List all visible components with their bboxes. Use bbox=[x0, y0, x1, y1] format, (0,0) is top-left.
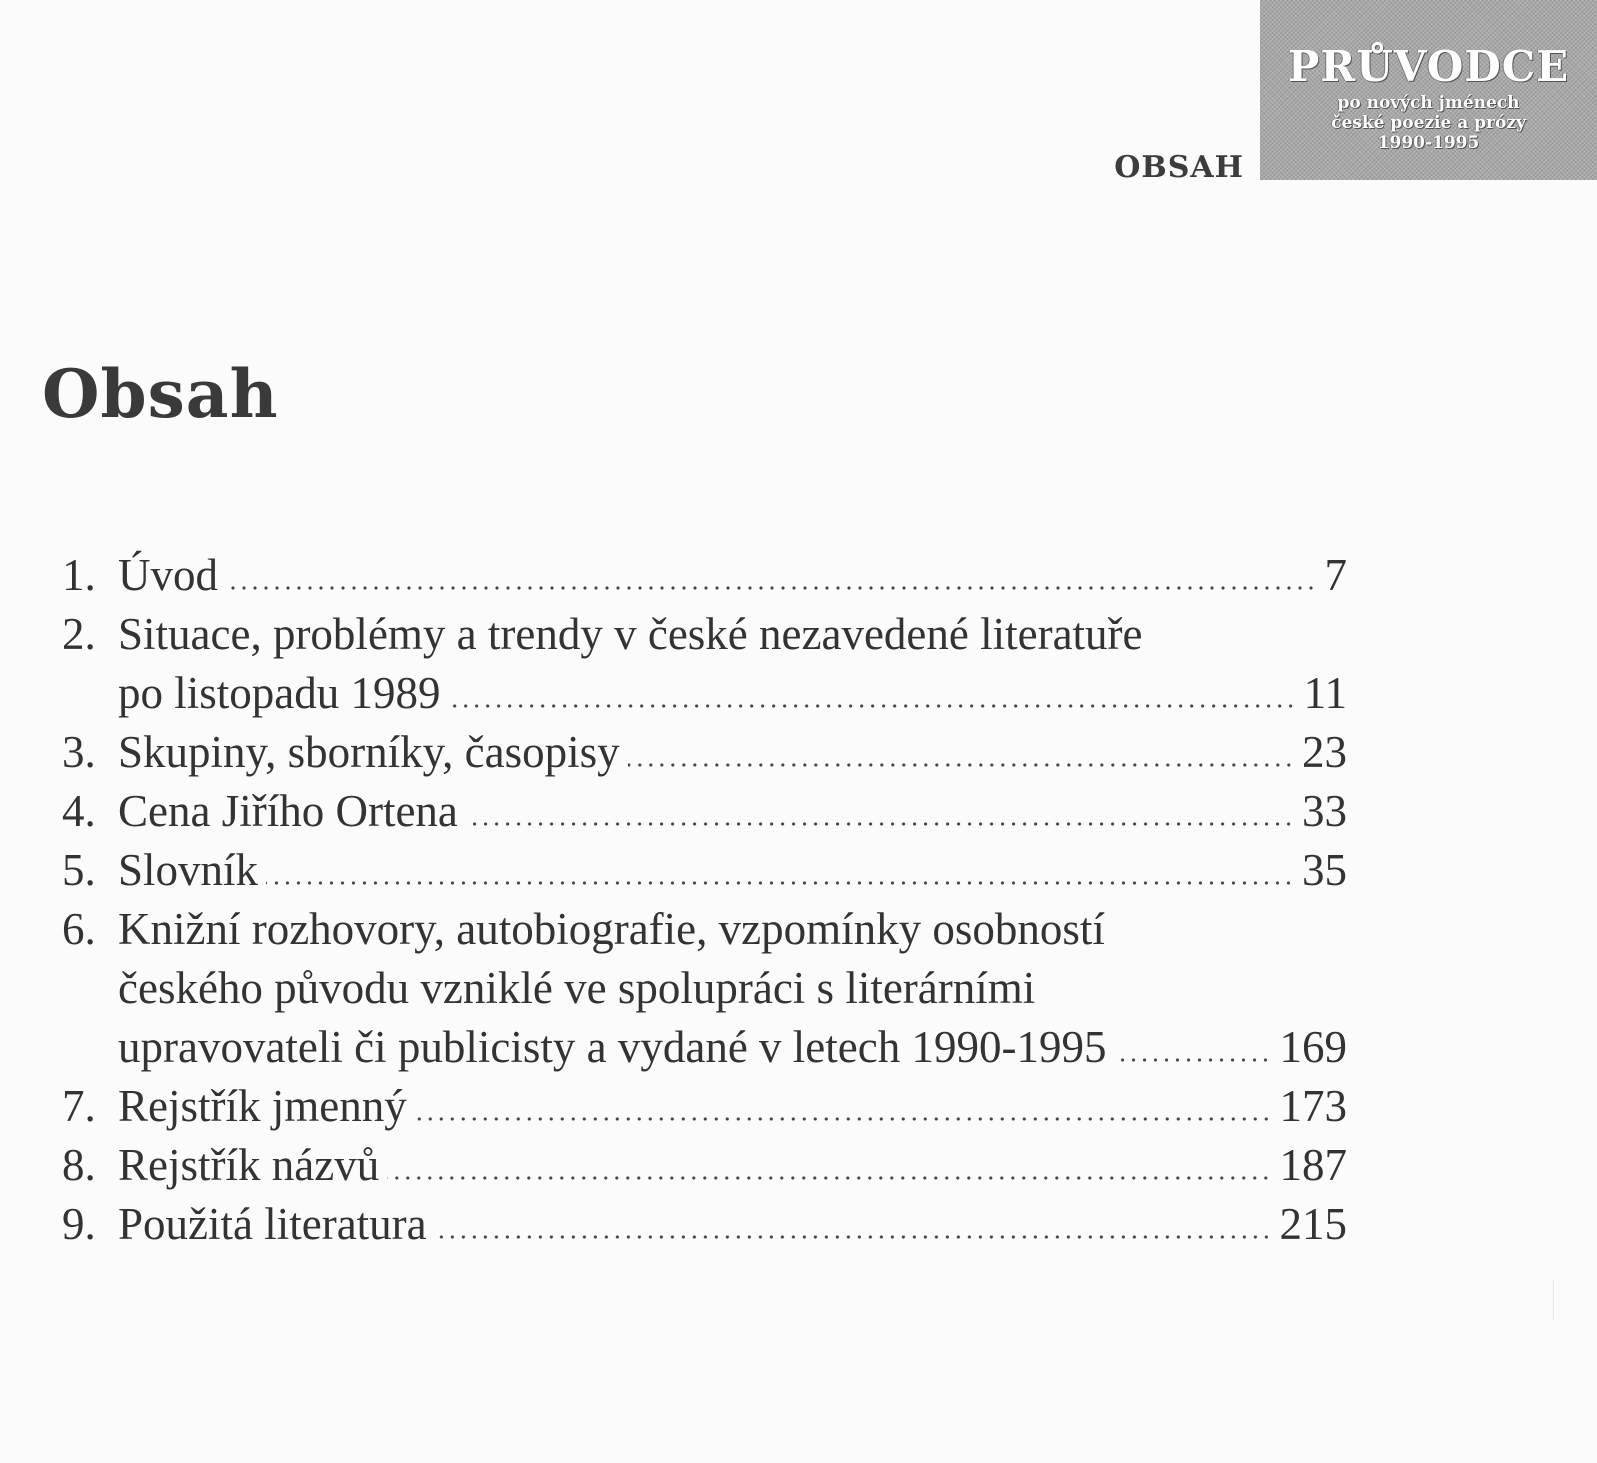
toc-entry-title: Použitá literatura bbox=[118, 1199, 427, 1249]
toc-entry-body bbox=[118, 1136, 1347, 1195]
toc-entry-final-line bbox=[118, 723, 1347, 782]
dot-leader bbox=[387, 1172, 1271, 1180]
table-of-contents bbox=[62, 546, 1347, 1254]
toc-entry-final-line bbox=[118, 1077, 1347, 1136]
toc-entry-final-line bbox=[118, 841, 1347, 900]
toc-entry-final-line bbox=[118, 782, 1347, 841]
toc-entry-title: Cena Jiřího Ortena bbox=[118, 786, 458, 836]
page-title: Obsah bbox=[42, 355, 279, 433]
toc-entry-title-line: Situace, problémy a trendy v české nezavedené literatuře bbox=[118, 609, 1143, 659]
dot-leader bbox=[226, 582, 1317, 590]
toc-entry-number: 9. bbox=[62, 1199, 96, 1249]
toc-entry[interactable] bbox=[62, 546, 1347, 605]
logo-years: 1990-1995 bbox=[1377, 133, 1480, 153]
toc-entry-final-line bbox=[118, 1136, 1347, 1195]
toc-entry-body bbox=[118, 546, 1347, 605]
toc-entry-body bbox=[118, 782, 1347, 841]
toc-page-number: 11 bbox=[1303, 668, 1347, 718]
logo-title: PRŮVODCE bbox=[1287, 42, 1570, 91]
toc-entry-body bbox=[118, 723, 1347, 782]
dot-leader bbox=[1114, 1054, 1271, 1062]
dot-leader bbox=[466, 818, 1294, 826]
toc-entry[interactable] bbox=[62, 782, 1347, 841]
toc-entry-number: 1. bbox=[62, 550, 96, 600]
dot-leader bbox=[449, 700, 1296, 708]
toc-page-number: 33 bbox=[1302, 786, 1347, 836]
dot-leader bbox=[435, 1231, 1272, 1239]
toc-entry-number: 4. bbox=[62, 786, 96, 836]
toc-entry-title: Skupiny, sborníky, časopisy bbox=[118, 727, 620, 777]
toc-entry-title: po listopadu 1989 bbox=[118, 668, 441, 718]
toc-entry[interactable] bbox=[62, 605, 1347, 723]
toc-entry-body bbox=[118, 1195, 1347, 1254]
toc-entry-title: Rejstřík názvů bbox=[118, 1140, 380, 1190]
toc-entry-title: Rejstřík jmenný bbox=[118, 1081, 407, 1131]
toc-entry-final-line bbox=[118, 546, 1347, 605]
toc-entry-title: Slovník bbox=[118, 845, 259, 895]
toc-page-number: 187 bbox=[1279, 1140, 1347, 1190]
toc-entry-number: 8. bbox=[62, 1140, 96, 1190]
toc-entry-body bbox=[118, 900, 1347, 1077]
toc-entry[interactable] bbox=[62, 841, 1347, 900]
toc-page-number: 7 bbox=[1324, 550, 1347, 600]
dot-leader bbox=[415, 1113, 1272, 1121]
toc-entry-number: 7. bbox=[62, 1081, 96, 1131]
dot-leader bbox=[266, 877, 1294, 885]
scan-artifact bbox=[1553, 1280, 1554, 1320]
toc-entry-final-line bbox=[118, 1195, 1347, 1254]
toc-entry-body bbox=[118, 841, 1347, 900]
logo-subtitle-line: české poezie a prózy bbox=[1331, 113, 1526, 133]
logo-subtitle-line: po nových jménech bbox=[1337, 93, 1520, 113]
toc-entry[interactable] bbox=[62, 1077, 1347, 1136]
toc-entry-final-line bbox=[118, 1018, 1347, 1077]
toc-page-number: 215 bbox=[1279, 1199, 1347, 1249]
toc-page-number: 23 bbox=[1302, 727, 1347, 777]
toc-entry-number: 6. bbox=[62, 904, 96, 954]
toc-entry-final-line bbox=[118, 664, 1347, 723]
toc-page-number: 173 bbox=[1279, 1081, 1347, 1131]
toc-entry-number: 5. bbox=[62, 845, 96, 895]
toc-entry-body bbox=[118, 1077, 1347, 1136]
toc-entry[interactable] bbox=[62, 1195, 1347, 1254]
running-head: OBSAH bbox=[1114, 150, 1244, 185]
toc-entry[interactable] bbox=[62, 900, 1347, 1077]
dot-leader bbox=[628, 759, 1294, 767]
toc-entry[interactable] bbox=[62, 1136, 1347, 1195]
toc-page-number: 169 bbox=[1279, 1022, 1347, 1072]
toc-entry-title-line: Knižní rozhovory, autobiografie, vzpomínky osobností bbox=[118, 904, 1105, 954]
toc-entry-number: 3. bbox=[62, 727, 96, 777]
series-logo bbox=[1260, 0, 1597, 180]
toc-page-number: 35 bbox=[1302, 845, 1347, 895]
toc-entry-number: 2. bbox=[62, 609, 96, 659]
toc-entry-title: Úvod bbox=[118, 550, 218, 600]
toc-entry-title: upravovateli či publicisty a vydané v letech 1990-1995 bbox=[118, 1022, 1107, 1072]
toc-entry[interactable] bbox=[62, 723, 1347, 782]
toc-entry-body bbox=[118, 605, 1347, 723]
toc-entry-title-line: českého původu vzniklé ve spolupráci s literárními bbox=[118, 963, 1036, 1013]
